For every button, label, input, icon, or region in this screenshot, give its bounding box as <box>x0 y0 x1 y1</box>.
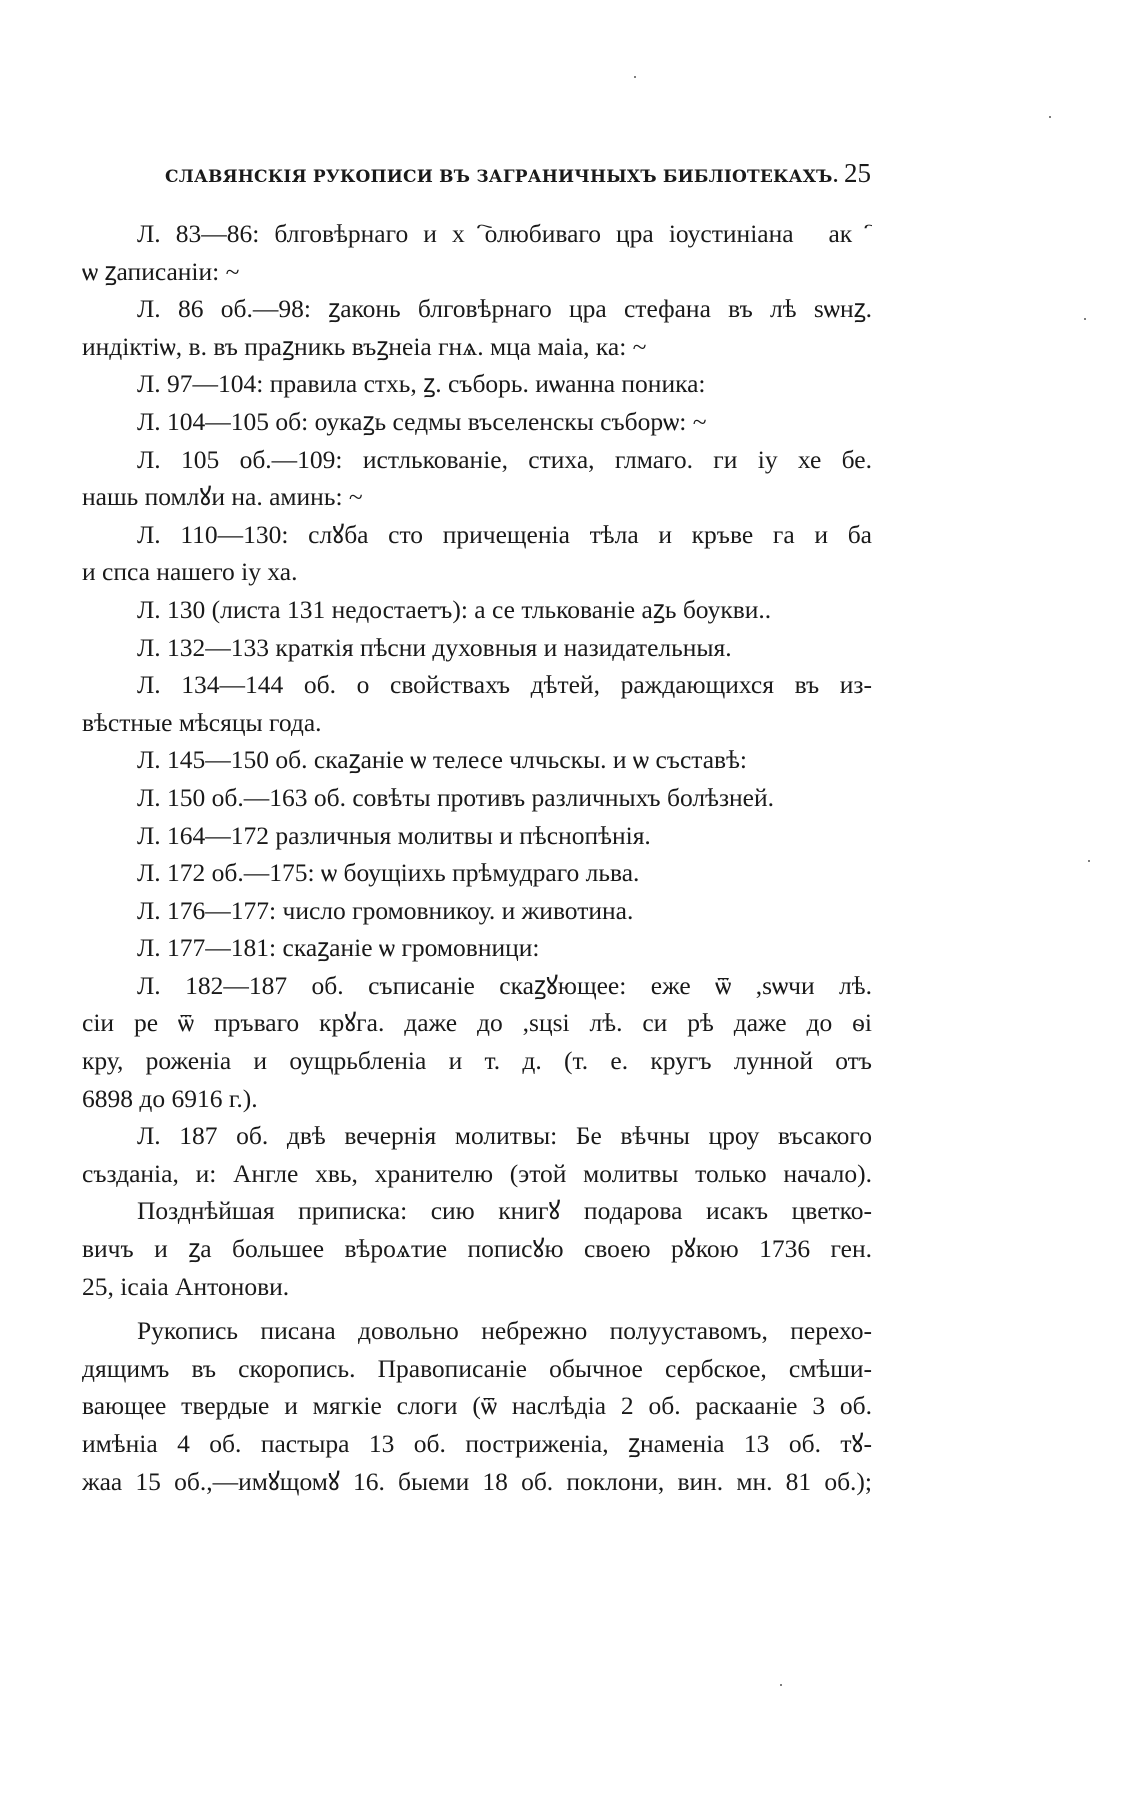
text-line: Л. 132—133 краткія пѣсни духовныя и назидательныя. <box>137 632 732 662</box>
text-line: Л. 164—172 различныя молитвы и пѣснопѣнія. <box>137 820 651 850</box>
print-speck <box>1049 116 1051 118</box>
text-line: Л. 187 об. двѣ вечернія молитвы: Бе вѣчны цроу въсакого <box>137 1121 872 1151</box>
text-line: вичъ и ꙁа большее вѣроѧтие пописꙋю своею рꙋкою 1736 ген. <box>82 1234 872 1264</box>
text-line: Л. 110—130: слꙋба сто причещеніа тѣла и кръве га и ба <box>137 519 872 549</box>
text-line: Л. 97—104: правила стхь, ꙁ. съборь. иѡанна поника: <box>137 369 706 399</box>
text-line: Л. 130 (листа 131 недостаетъ): а се тлькованіе аꙁь боукви.. <box>137 594 772 624</box>
text-line: Позднѣйшая приписка: сию книгꙋ подарова исакъ цветко- <box>137 1196 872 1226</box>
paragraph-gap <box>82 1305 872 1312</box>
page-number: 25 <box>844 158 871 188</box>
text-line: вающее твердые и мягкіе слоги (ѿ наслѣдіа 2 об. раскааніе 3 об. <box>82 1391 872 1421</box>
text-line: жаа 15 об.,—имꙋщомꙋ 16. быеми 18 об. поклони, вин. мн. 81 об.); <box>82 1466 872 1496</box>
text-line: дящимъ въ скоропись. Правописаніе обычное сербское, смѣши- <box>82 1353 872 1383</box>
text-line: Л. 104—105 об: оукаꙁь седмы въселенскы съборѡ: ~ <box>137 406 707 436</box>
print-speck <box>780 1684 782 1686</box>
text-line: Л. 86 об.—98: ꙁаконь блговѣрнаго цра стефана въ лѣ ѕѡнꙁ. <box>137 294 872 324</box>
text-line: имѣніа 4 об. пастыра 13 об. постриженіа, ꙁнаменіа 13 об. тꙋ- <box>82 1429 872 1458</box>
text-line: Л. 172 об.—175: ѡ боущіихь прѣмудраго льва. <box>137 858 640 888</box>
text-line: индіктіѡ, в. въ праꙁникь въꙁнеіа гнѧ. мца маіа, ка: ~ <box>82 331 647 361</box>
text-line: кру, роженіа и оущрьбленіа и т. д. (т. е. кругъ лунной отъ <box>82 1046 872 1076</box>
text-line: и спса нашего іу ха. <box>82 557 298 587</box>
text-line: нашь помлꙋи на. аминь: ~ <box>82 482 363 512</box>
text-line: ѡ ꙁаписаніи: ~ <box>82 256 240 286</box>
running-header <box>165 158 871 189</box>
text-line: Л. 182—187 об. съписаніе скаꙁꙋющее: еже ѿ ,ѕѡчи лѣ. <box>137 970 872 1000</box>
text-line: Л. 134—144 об. о свойствахъ дѣтей, раждающихся въ из- <box>137 670 872 700</box>
text-line: Л. 176—177: число громовникоу. и животина. <box>137 895 634 925</box>
running-title: СЛАВЯНСКІЯ РУКОПИСИ ВЪ ЗАГРАНИЧНЫХЪ БИБЛІОТЕКАХЪ. <box>165 167 839 187</box>
body-text <box>82 215 872 1500</box>
print-speck <box>1084 318 1086 320</box>
print-speck <box>1088 860 1090 862</box>
text-line: Л. 177—181: скаꙁаніе ѡ громовници: <box>137 933 540 963</box>
text-line: създаніа, и: Англе хвь, хранителю (этой молитвы только начало). <box>82 1158 872 1188</box>
text-line: сіи ре ѿ пръваго крꙋга. даже до ,ѕцѕі лѣ. си рѣ даже до ѳі <box>82 1008 872 1038</box>
text-line: Рукопись писана довольно небрежно полууставомъ, перехо- <box>137 1316 872 1346</box>
text-line: Л. 83—86: блговѣрнаго и хⷭ҇олюбиваго цра іоустиніана ꙁакⷪ҇ <box>137 219 872 248</box>
text-line: 6898 до 6916 г.). <box>82 1083 258 1113</box>
text-line: Л. 105 об.—109: истлькованіе, стиха, глмаго. ги іу хе бе. <box>137 444 872 474</box>
print-speck <box>634 76 636 78</box>
text-line: 25, ісаіа Антонови. <box>82 1271 290 1301</box>
text-line: Л. 145—150 об. скаꙁаніе ѡ телесе члчьскы. и ѡ съставѣ: <box>137 745 748 775</box>
text-line: вѣстные мѣсяцы года. <box>82 707 322 737</box>
text-line: Л. 150 об.—163 об. совѣты противъ различныхъ болѣзней. <box>137 782 775 812</box>
